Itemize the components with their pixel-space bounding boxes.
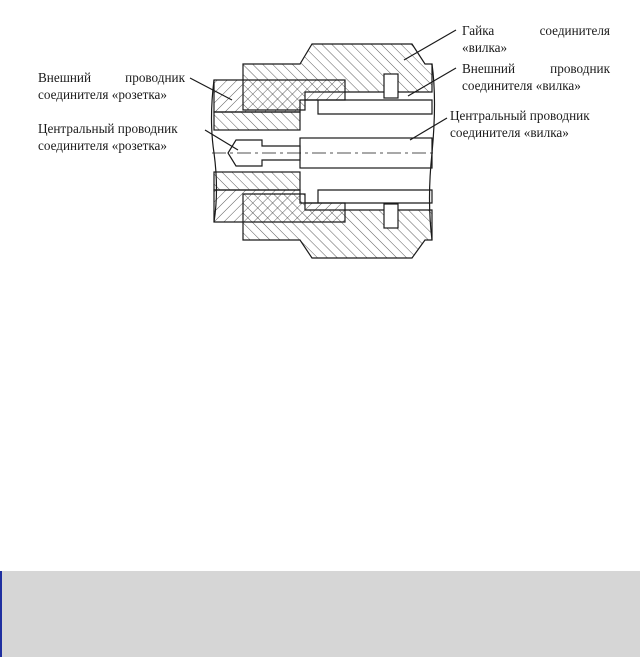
label-outer-plug-word1: Внешний [462, 61, 516, 76]
label-outer-socket-line2: соединителя «розетка» [38, 87, 167, 102]
label-center-socket-line1: Центральный проводник [38, 121, 178, 136]
footer-edge-marker [0, 571, 2, 657]
label-nut-plug-word1: Гайка [462, 23, 495, 38]
socket-dielectric-bottom [214, 172, 300, 190]
plug-outer-bottom [305, 190, 432, 203]
footer-bar [0, 571, 640, 657]
socket-outer-top [214, 80, 345, 112]
leader-center-plug [410, 118, 447, 140]
label-outer-conductor-plug [462, 60, 610, 94]
label-outer-plug-word2: проводник [550, 61, 610, 76]
label-outer-plug-line2: соединителя «вилка» [462, 78, 581, 93]
leader-center-socket [205, 130, 238, 150]
label-nut-plug-word2: соединителя [539, 23, 610, 38]
label-nut-plug [462, 22, 610, 56]
label-outer-socket-word2: проводник [125, 70, 185, 85]
label-outer-conductor-socket [38, 69, 185, 103]
nut-ring-top [384, 74, 398, 98]
label-nut-plug-line2: «вилка» [462, 40, 508, 55]
nut-ring-bottom [384, 204, 398, 228]
label-outer-socket-word1: Внешний [38, 70, 92, 85]
socket-dielectric-top [214, 112, 300, 130]
label-center-conductor-socket [38, 120, 178, 154]
label-center-socket-line2: соединителя «розетка» [38, 138, 167, 153]
label-center-plug-line2: соединителя «вилка» [450, 125, 569, 140]
label-center-plug-line1: Центральный проводник [450, 108, 590, 123]
socket-outer-bottom [214, 190, 345, 222]
label-center-conductor-plug [450, 107, 590, 141]
plug-outer-top [305, 100, 432, 114]
